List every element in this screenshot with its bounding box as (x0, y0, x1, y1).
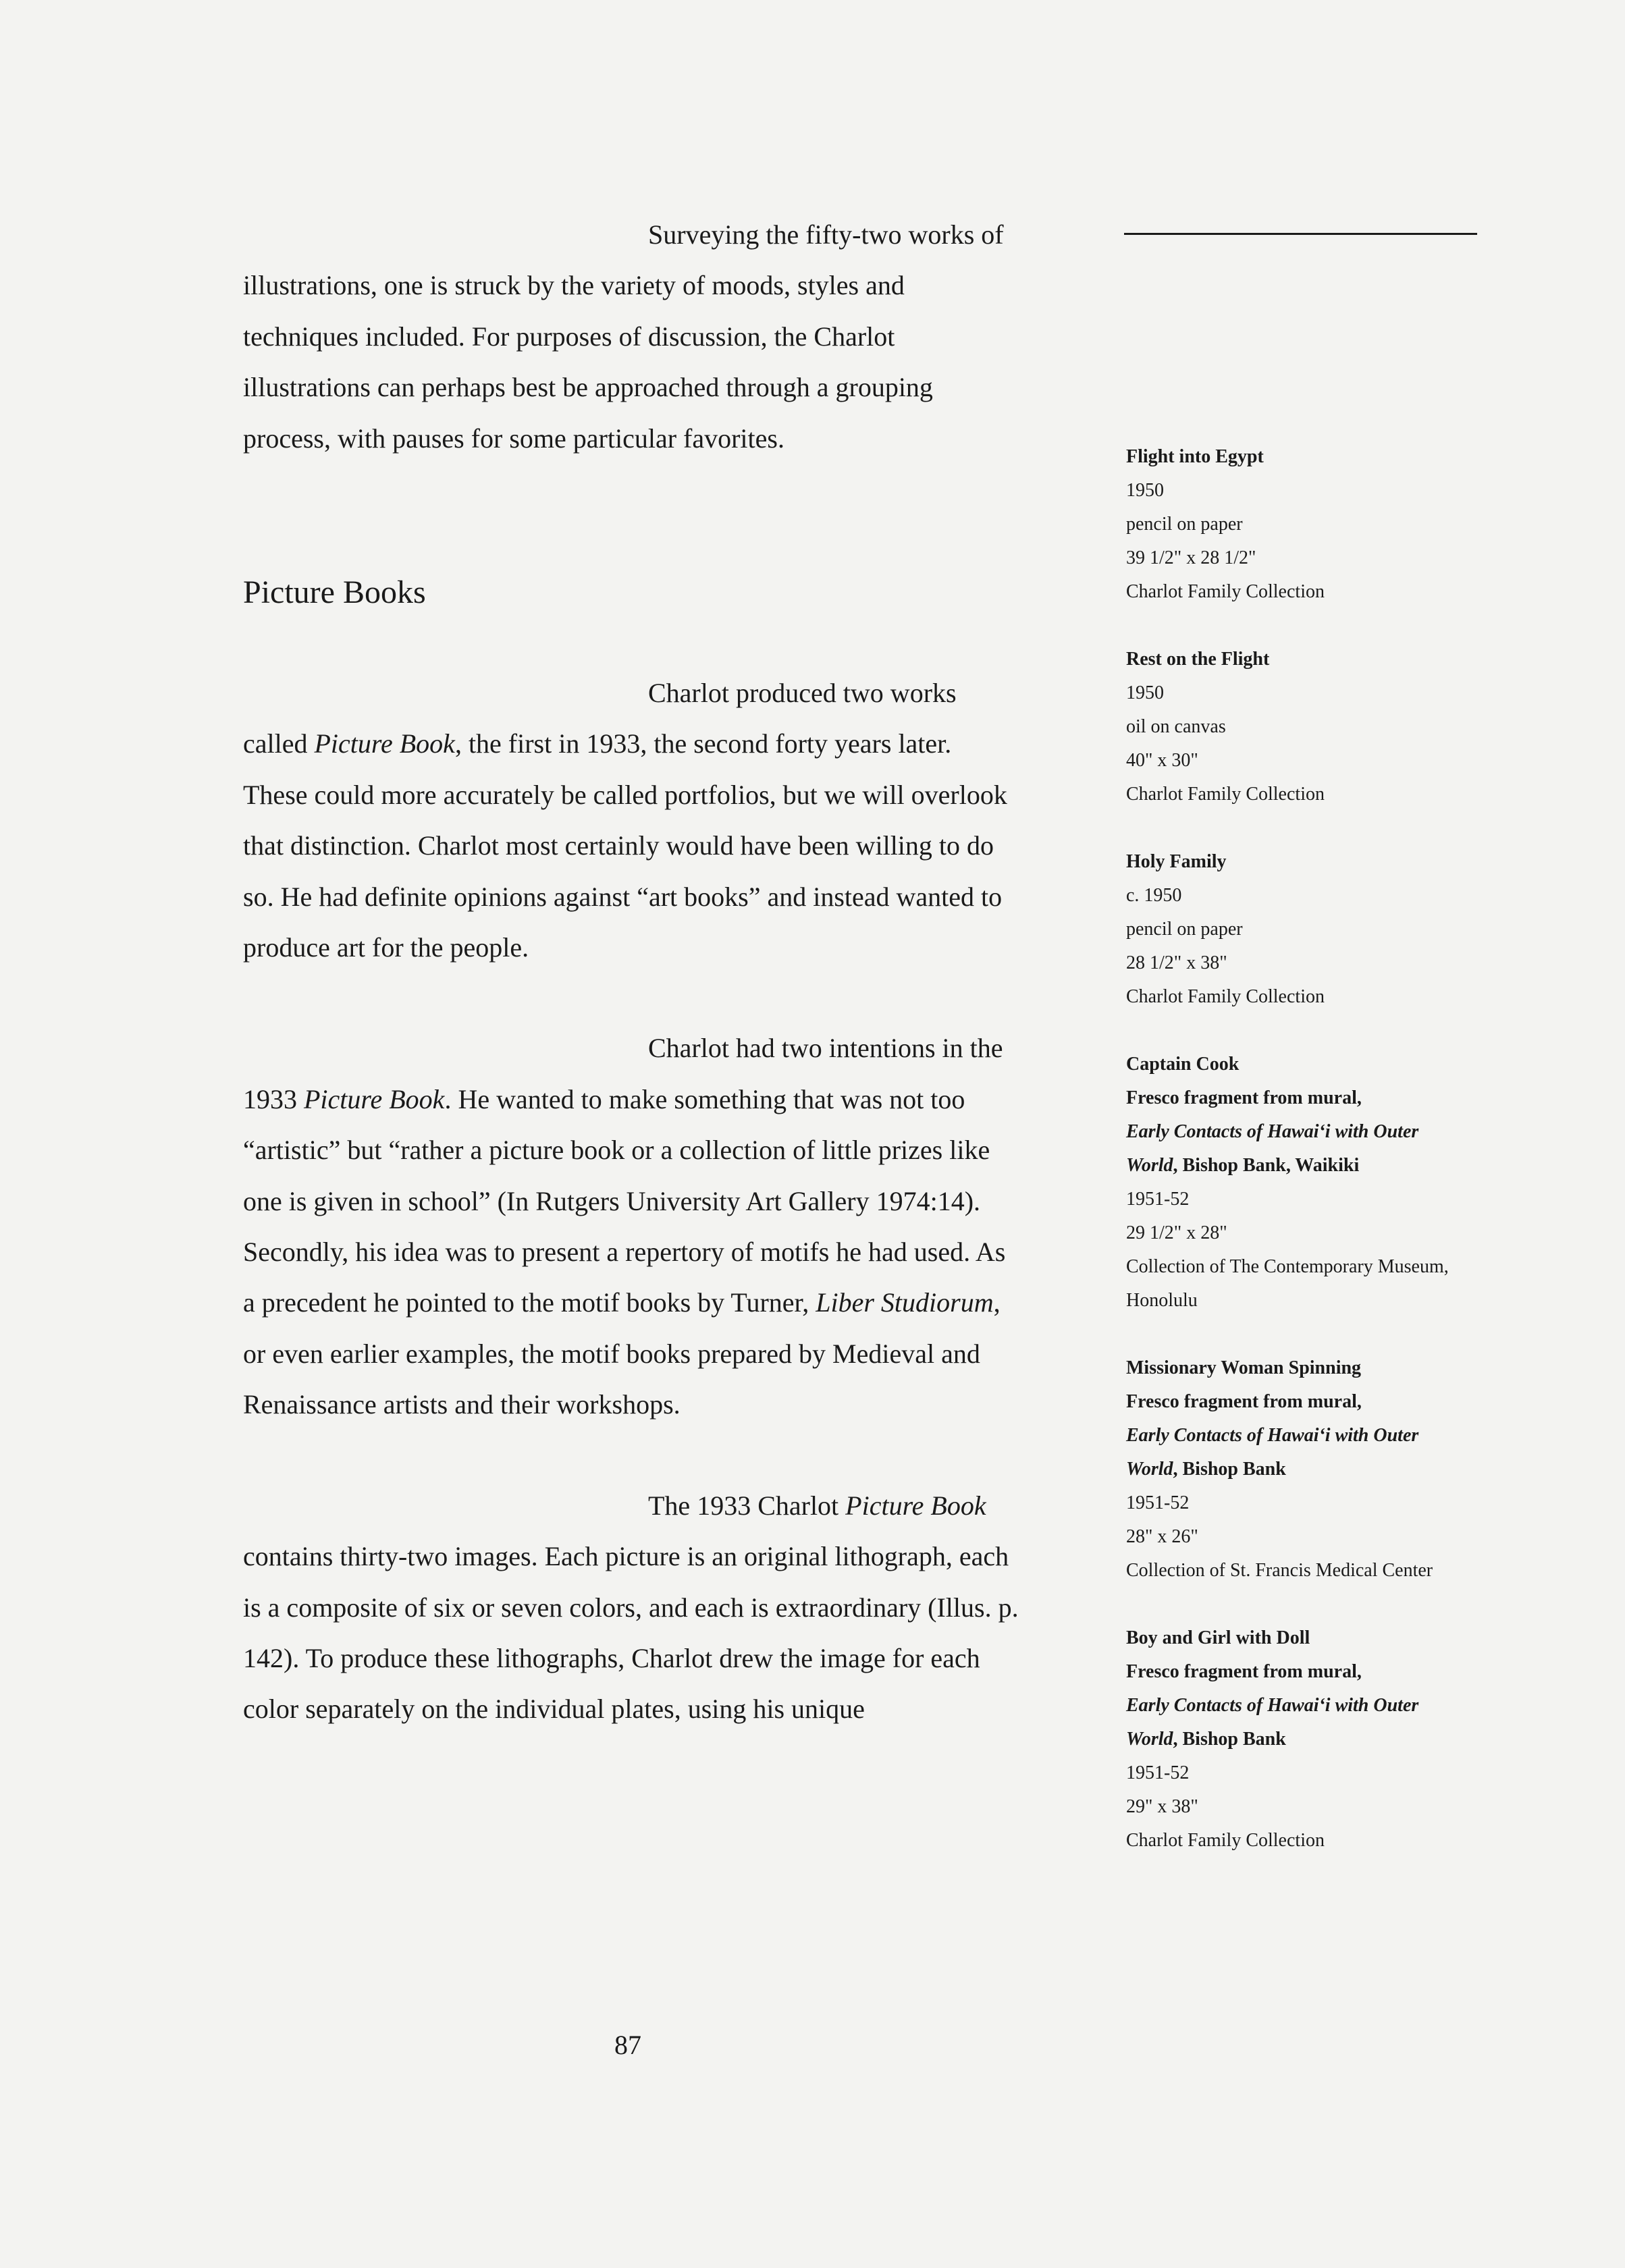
picture-books-section (243, 668, 1019, 1735)
intro-section (243, 209, 1019, 464)
paragraph-2: Charlot produced two works called Picture Book, the first in 1933, the second forty years later. These could more accurately be called portfolios, but we will overlook that distinction. Charlot most certainly would have been willing to do so. He had definite opinions against “art books” and instead wanted to produce art for the people. (243, 678, 1007, 963)
paragraph-4: The 1933 Charlot Picture Book contains thirty-two images. Each picture is an original lithograph, each is a composite of six or seven colors, and each is extraordinary (Illus. p. 142). To produce these lithographs, Charlot drew the image for each color separately on the individual plates, using his unique (243, 1490, 1019, 1725)
caption-item: Holy Family c. 1950 pencil on paper 28 1/2" x 38" Charlot Family Collection (1126, 851, 1325, 1007)
caption-item: Rest on the Flight 1950 oil on canvas 40" x 30" Charlot Family Collection (1126, 649, 1325, 805)
caption-item: Flight into Egypt 1950 pencil on paper 39 1/2" x 28 1/2" Charlot Family Collection (1126, 446, 1325, 602)
caption-item: Missionary Woman Spinning Fresco fragment from mural, Early Contacts of Hawai‘i with Outer World, Bishop Bank 1951-52 28" x 26" Collection of St. Francis Medical Center (1126, 1357, 1433, 1581)
paragraph-intro: Surveying the fifty-two works of illustrations, one is struck by the variety of moods, styles and techniques included. For purposes of discussion, the Charlot illustrations can perhaps best be approached through a grouping process, with pauses for some particular favorites. (243, 219, 1004, 454)
page-number: 87 (614, 2030, 641, 2060)
caption-item: Captain Cook Fresco fragment from mural, Early Contacts of Hawai‘i with Outer World, Bishop Bank, Waikiki 1951-52 29 1/2" x 28" Collection of The Contemporary Museum, Honolulu (1126, 1054, 1449, 1311)
section-heading: Picture Books (243, 574, 426, 610)
caption-item: Boy and Girl with Doll Fresco fragment from mural, Early Contacts of Hawai‘i with Outer World, Bishop Bank 1951-52 29" x 38" Charlot Family Collection (1126, 1627, 1419, 1851)
sidebar-rule (1124, 233, 1477, 235)
paragraph-3: Charlot had two intentions in the 1933 Picture Book. He wanted to make something that was not too “artistic” but “rather a picture book or a collection of little prizes like one is given in school” (In Rutgers University Art Gallery 1974:14). Secondly, his idea was to present a repertory of motifs he had used. As a precedent he pointed to the motif books by Turner, Liber Studiorum, or even earlier examples, the motif books prepared by Medieval and Renaissance artists and their workshops. (243, 1033, 1006, 1420)
captions-column (1126, 440, 1450, 1891)
